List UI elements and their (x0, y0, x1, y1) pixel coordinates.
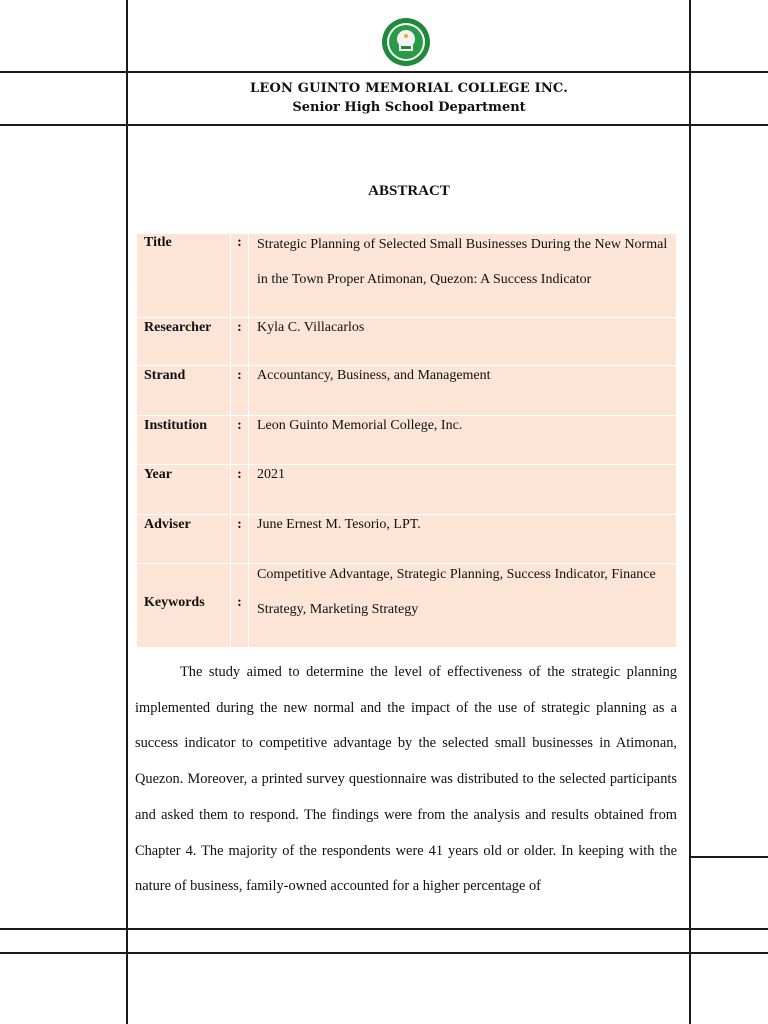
abstract-body-paragraph: The study aimed to determine the level of effectiveness of the strategic planning implemented during the new normal and the impact of the use of strategic planning as a success indicator to competitive advantage by the selected small businesses in Atimonan, Quezon. Moreover, a printed survey questionnaire was distributed to the selected participants and asked them to respond. The findings were from the analysis and results obtained from Chapter 4. The majority of the respondents were 41 years old or older. In keeping with the nature of business, family-owned accounted for a higher percentage of (135, 664, 677, 895)
row-value: Strategic Planning of Selected Small Businesses During the New Normal in the Town Proper Atimonan, Quezon: A Success Indicator (249, 234, 677, 318)
row-colon: : (231, 465, 249, 515)
department-name: Senior High School Department (292, 100, 526, 115)
row-label: Researcher (137, 318, 231, 366)
row-value: Accountancy, Business, and Management (249, 366, 677, 416)
row-label: Year (137, 465, 231, 515)
row-colon: : (231, 234, 249, 318)
header-top-line (0, 71, 768, 73)
table-row (137, 366, 677, 416)
table-row (137, 465, 677, 515)
right-side-line (689, 856, 768, 858)
row-value: Kyla C. Villacarlos (249, 318, 677, 366)
row-value: Competitive Advantage, Strategic Planning, Success Indicator, Finance Strategy, Marketing Strategy (249, 564, 677, 648)
row-label: Strand (137, 366, 231, 416)
footer-bottom-line (0, 952, 768, 954)
row-label: Keywords (137, 564, 231, 648)
college-seal-logo (381, 17, 431, 67)
footer-top-line (0, 928, 768, 930)
row-value: 2021 (249, 465, 677, 515)
row-colon: : (231, 318, 249, 366)
row-label: Institution (137, 416, 231, 465)
row-label: Adviser (137, 515, 231, 564)
table-row (137, 416, 677, 465)
left-margin-line (126, 0, 128, 1024)
row-value: June Ernest M. Tesorio, LPT. (249, 515, 677, 564)
header-bottom-line (0, 124, 768, 126)
row-label: Title (137, 234, 231, 318)
row-colon: : (231, 416, 249, 465)
row-value: Leon Guinto Memorial College, Inc. (249, 416, 677, 465)
row-colon: : (231, 366, 249, 416)
table-row (137, 564, 677, 648)
table-row (137, 234, 677, 318)
row-colon: : (231, 564, 249, 648)
college-name: LEON GUINTO MEMORIAL COLLEGE INC. (250, 81, 568, 96)
table-row (137, 318, 677, 366)
row-colon: : (231, 515, 249, 564)
abstract-heading: ABSTRACT (368, 183, 450, 199)
right-margin-line (689, 0, 691, 1024)
document-header (128, 79, 690, 117)
abstract-info-table (136, 233, 677, 648)
